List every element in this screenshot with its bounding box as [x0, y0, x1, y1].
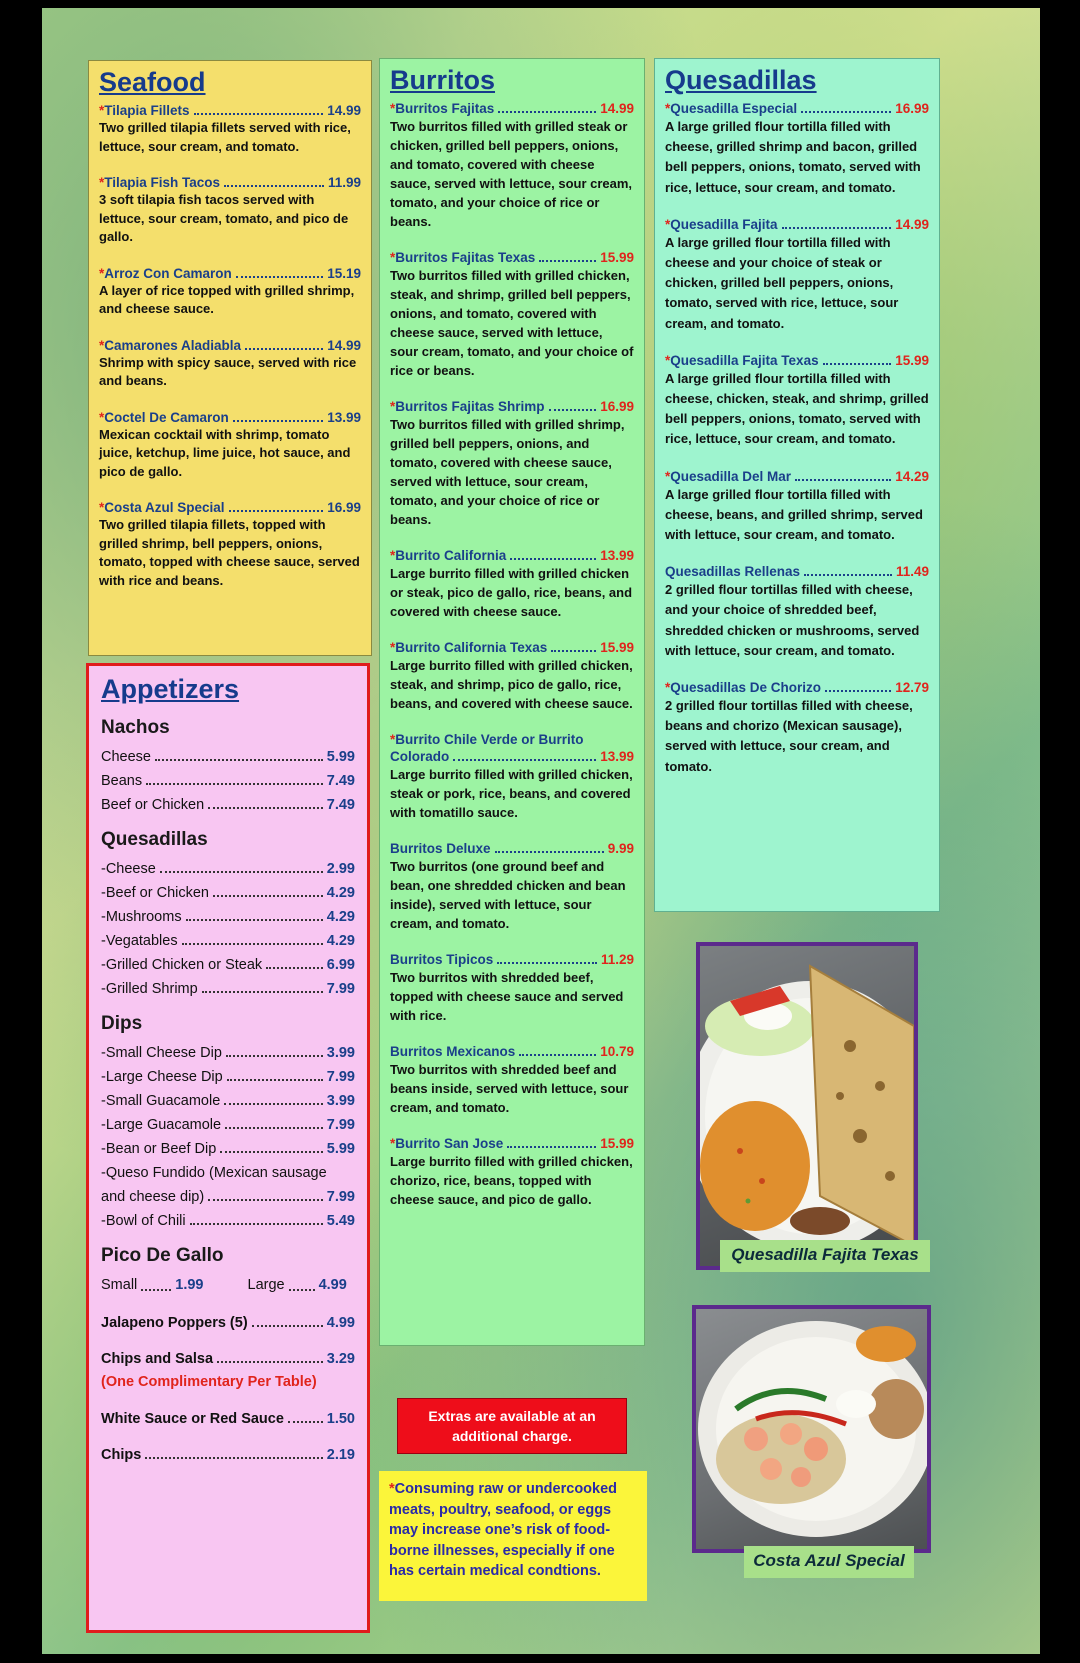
menu-item: [390, 547, 634, 621]
item-name-line: Burritos Mexicanos 10.79: [390, 1044, 634, 1059]
appetizer-line: -Grilled Chicken or Steak 6.99: [101, 957, 355, 973]
menu-item: [390, 398, 634, 529]
item-name-line: * Burrito San Jose 15.99: [390, 1136, 634, 1151]
menu-item: [99, 337, 361, 391]
item-description: Large burrito filled with grilled chicken, steak or pork, rice, beans, and covered with tomatillo sauce.: [390, 767, 633, 820]
item-name-line: * Burritos Fajitas 14.99: [390, 101, 634, 116]
item-name-line: * Costa Azul Special 16.99: [99, 500, 361, 515]
item-description: A large grilled flour tortilla filled with cheese, grilled shrimp and bacon, grilled bell peppers, onions, tomato, served with rice, lettuce, sour cream, and tomato.: [665, 119, 921, 195]
chili-line: -Bowl of Chili 5.49: [101, 1213, 355, 1229]
item-description: Large burrito filled with grilled chicken, steak, and shrimp, pico de gallo, rice, beans, and covered with cheese sauce.: [390, 658, 633, 711]
appetizer-line: Beef or Chicken 7.49: [101, 797, 355, 813]
menu-item: [665, 468, 929, 546]
seafood-section: [88, 60, 372, 656]
item-description: Two burritos filled with grilled steak or chicken, grilled bell peppers, onions, and tomato, covered with cheese sauce, served with lettuce, sour cream, tomato, and your choice of rice or beans.: [390, 119, 633, 229]
item-name-line: * Burritos Fajitas Shrimp 16.99: [390, 399, 634, 414]
chips-salsa-line: Chips and Salsa 3.29: [101, 1351, 355, 1367]
menu-item: [390, 1043, 634, 1117]
appetizer-line: -Small Guacamole 3.99: [101, 1093, 355, 1109]
appetizer-line: -Mushrooms 4.29: [101, 909, 355, 925]
pico-heading: Pico De Gallo: [101, 1245, 224, 1266]
sauce-line: White Sauce or Red Sauce 1.50: [101, 1411, 355, 1427]
menu-item: [665, 352, 929, 450]
quesadillas-section: [654, 58, 940, 912]
appetizer-line: -Cheese 2.99: [101, 861, 355, 877]
item-name-line: * Camarones Aladiabla 14.99: [99, 337, 361, 353]
queso-line2: and cheese dip) 7.99: [101, 1189, 355, 1205]
costa-azul-photo: [692, 1305, 931, 1553]
item-description: 3 soft tilapia fish tacos served with lettuce, sour cream, tomato, and pico de gallo.: [99, 192, 349, 244]
menu-item: [390, 249, 634, 380]
quesadilla-photo: [696, 942, 918, 1270]
item-description: Two burritos filled with grilled shrimp, grilled bell peppers, onions, and tomato, covered with cheese sauce, served with lettuce, sour cream, tomato, and your choice of rice or beans.: [390, 417, 625, 527]
item-name-line: * Quesadilla Fajita Texas 15.99: [665, 352, 929, 368]
appetizers-title: Appetizers: [101, 674, 240, 704]
appetizers-section: [86, 663, 370, 1633]
item-description: A large grilled flour tortilla filled with cheese, beans, and grilled shrimp, served with lettuce, sour cream, and tomato.: [665, 486, 923, 543]
item-name-line: Burritos Deluxe 9.99: [390, 841, 634, 856]
menu-item: [390, 100, 634, 231]
item-name-line: * Quesadilla Especial 16.99: [665, 101, 929, 116]
burritos-section: [379, 58, 645, 1346]
item-name-line: * Quesadilla Fajita 14.99: [665, 216, 929, 232]
menu-item: [99, 409, 361, 482]
jalapeno-line: Jalapeno Poppers (5) 4.99: [101, 1315, 355, 1331]
item-name-line: * Burrito Chile Verde or Burrito: [390, 732, 584, 747]
appetizer-line: -Vegatables 4.29: [101, 933, 355, 949]
item-description: Shrimp with spicy sauce, served with rice and beans.: [99, 354, 357, 388]
item-name-line: * Burrito California Texas 15.99: [390, 640, 634, 655]
menu-item: [99, 265, 361, 319]
item-name-line: * Quesadilla Del Mar 14.29: [665, 468, 929, 484]
extras-note: Extras are available at an additional charge.: [397, 1398, 627, 1454]
item-description: A large grilled flour tortilla filled with cheese and your choice of steak or chicken, grilled bell peppers, onions, tomato, served with rice, lettuce, sour cream, and tomato.: [665, 234, 899, 331]
menu-item: [99, 499, 361, 590]
item-name-line: Quesadillas Rellenas 11.49: [665, 564, 929, 580]
appetizer-line: Beans 7.49: [101, 773, 355, 789]
menu-item: [665, 100, 929, 198]
chips-line: Chips 2.19: [101, 1447, 355, 1463]
item-description: 2 grilled flour tortillas filled with cheese, beans and chorizo (Mexican sausage), served with lettuce, sour cream, and tomato.: [665, 698, 913, 774]
item-name-line: Colorado 13.99: [390, 749, 634, 764]
item-name-line: * Arroz Con Camaron 15.19: [99, 265, 361, 281]
appetizer-line: -Beef or Chicken 4.29: [101, 885, 355, 901]
photo-caption-quesadilla: Quesadilla Fajita Texas: [720, 1240, 930, 1272]
item-name-line: * Burrito California 13.99: [390, 548, 634, 563]
appetizer-line: -Grilled Shrimp 7.99: [101, 981, 355, 997]
queso-line1: -Queso Fundido (Mexican sausage: [101, 1165, 327, 1181]
burritos-title: Burritos: [390, 65, 496, 95]
pico-line: Small 1.99 Large 4.99: [101, 1273, 355, 1297]
item-name-line: * Coctel De Camaron 13.99: [99, 409, 361, 425]
item-name-line: Burritos Tipicos 11.29: [390, 952, 634, 967]
nachos-heading: Nachos: [101, 717, 170, 738]
item-description: Large burrito filled with grilled chicken or steak, pico de gallo, rice, beans, and covered with cheese sauce.: [390, 566, 633, 619]
menu-item: [99, 174, 361, 247]
food-warning: *Consuming raw or undercooked meats, poultry, seafood, or eggs may increase one’s risk of food-borne illnesses, especially if one has certain medical condtions.: [379, 1471, 647, 1601]
item-description: Two burritos (one ground beef and bean, one shredded chicken and bean inside), served with lettuce, sour cream, and tomato.: [390, 859, 626, 931]
menu-item: [390, 840, 634, 933]
item-description: Two grilled tilapia fillets, topped with grilled shrimp, bell peppers, onions, tomato, topped with cheese sauce, served with rice and beans.: [99, 517, 360, 588]
menu-item: [390, 731, 634, 822]
item-description: Two burritos with shredded beef, topped with cheese sauce and served with rice.: [390, 970, 624, 1023]
photo-caption-costa-azul: Costa Azul Special: [744, 1546, 914, 1578]
menu-item: [390, 1135, 634, 1209]
item-description: Two burritos with shredded beef and beans inside, served with lettuce, sour cream, and tomato.: [390, 1062, 629, 1115]
appetizer-line: -Small Cheese Dip 3.99: [101, 1045, 355, 1061]
item-name-line: * Tilapia Fish Tacos 11.99: [99, 175, 361, 190]
appetizer-line: Cheese 5.99: [101, 749, 355, 765]
item-description: A large grilled flour tortilla filled with cheese, chicken, steak, and shrimp, grilled bell peppers, onions, tomato, served with rice, lettuce, sour cream, and tomato.: [665, 370, 929, 447]
appetizer-line: -Bean or Beef Dip 5.99: [101, 1141, 355, 1157]
menu-item: [665, 563, 929, 661]
item-description: Large burrito filled with grilled chicken, chorizo, rice, beans, topped with cheese sauce, and pico de gallo.: [390, 1154, 633, 1207]
item-description: A layer of rice topped with grilled shrimp, and cheese sauce.: [99, 282, 355, 316]
dips-heading: Dips: [101, 1013, 143, 1034]
item-description: 2 grilled flour tortillas filled with cheese, and your choice of shredded beef, shredded chicken or mushrooms, served with lettuce, sour cream, and tomato.: [665, 582, 920, 658]
item-name-line: * Burritos Fajitas Texas 15.99: [390, 250, 634, 265]
menu-item: [99, 102, 361, 156]
menu-item: [665, 216, 929, 334]
complimentary-note: (One Complimentary Per Table): [101, 1374, 317, 1390]
seafood-title: Seafood: [99, 67, 206, 97]
quesadillas-title: Quesadillas: [665, 65, 817, 95]
appetizer-line: -Large Cheese Dip 7.99: [101, 1069, 355, 1085]
menu-item: [390, 951, 634, 1025]
item-description: Mexican cocktail with shrimp, tomato juice, ketchup, lime juice, hot sauce, and pico de gallo.: [99, 426, 351, 479]
menu-item: [390, 639, 634, 713]
appetizer-line: -Large Guacamole 7.99: [101, 1117, 355, 1133]
item-description: Two burritos filled with grilled chicken, steak, and shrimp, grilled bell peppers, onions, and tomato, covered with cheese sauce, served with lettuce, sour cream, tomato, and your choice of rice or beans.: [390, 268, 634, 378]
item-description: Two grilled tilapia fillets served with rice, lettuce, sour cream, and tomato.: [99, 120, 351, 154]
app-quesadillas-heading: Quesadillas: [101, 829, 208, 850]
menu-item: [665, 679, 929, 777]
item-name-line: * Tilapia Fillets 14.99: [99, 103, 361, 118]
item-name-line: * Quesadillas De Chorizo 12.79: [665, 680, 929, 696]
menu-page: [42, 8, 1040, 1654]
